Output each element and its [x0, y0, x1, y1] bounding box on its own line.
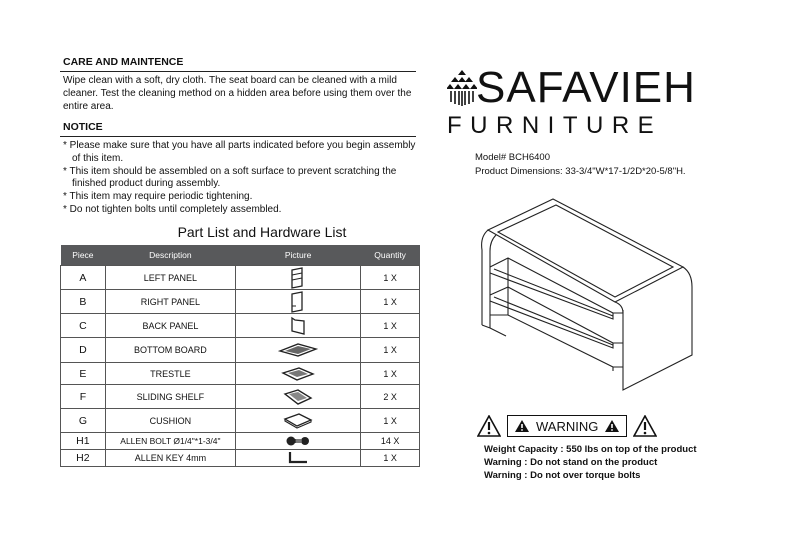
- bench-illustration: [478, 195, 698, 395]
- brand-subtitle: FURNITURE: [447, 112, 663, 139]
- divider: [60, 71, 416, 72]
- table-header-row: [61, 245, 420, 266]
- header-picture: Picture: [236, 245, 361, 266]
- parts-table: [60, 245, 420, 467]
- quantity-cell: 1 X: [361, 314, 420, 338]
- description-cell: BACK PANEL: [105, 314, 235, 338]
- quantity-cell: 1 X: [361, 409, 420, 433]
- divider: [60, 136, 416, 137]
- header-description: Description: [105, 245, 235, 266]
- left-panel-icon: [236, 266, 361, 290]
- quantity-cell: 1 X: [361, 363, 420, 385]
- quantity-cell: 2 X: [361, 385, 420, 409]
- table-row: [61, 409, 420, 433]
- description-cell: ALLEN BOLT Ø1/4"*1-3/4": [105, 433, 235, 450]
- table-row: [61, 314, 420, 338]
- trestle-icon: [236, 363, 361, 385]
- allen-key-icon: [236, 450, 361, 467]
- piece-cell: H2: [61, 450, 106, 467]
- sliding-shelf-icon: [236, 385, 361, 409]
- warning-bar: [477, 413, 657, 439]
- table-row: [61, 338, 420, 363]
- notice-title: NOTICE: [63, 121, 103, 133]
- description-cell: LEFT PANEL: [105, 266, 235, 290]
- bolt-icon: [236, 433, 361, 450]
- piece-cell: F: [61, 385, 106, 409]
- parts-title: Part List and Hardware List: [177, 224, 347, 240]
- piece-cell: G: [61, 409, 106, 433]
- warning-line: Warning : Do not over torque bolts: [484, 470, 641, 481]
- warning-triangle-icon: [477, 415, 501, 437]
- piece-cell: D: [61, 338, 106, 363]
- safavieh-logo-icon: [447, 68, 477, 108]
- quantity-cell: 14 X: [361, 433, 420, 450]
- warning-label-box: [507, 415, 627, 437]
- notice-item: * Do not tighten bolts until completely assembled.: [63, 203, 282, 215]
- description-cell: SLIDING SHELF: [105, 385, 235, 409]
- warning-line: Warning : Do not stand on the product: [484, 457, 658, 468]
- table-row: [61, 433, 420, 450]
- quantity-cell: 1 X: [361, 266, 420, 290]
- quantity-cell: 1 X: [361, 290, 420, 314]
- header-piece: Piece: [61, 245, 106, 266]
- back-panel-icon: [236, 314, 361, 338]
- piece-cell: B: [61, 290, 106, 314]
- table-row: [61, 363, 420, 385]
- notice-item: * This item should be assembled on a soft surface to prevent scratching the finished product during assembly.: [63, 165, 397, 190]
- notice-list: [63, 140, 419, 217]
- notice-item: * This item may require periodic tightening.: [63, 191, 253, 203]
- table-row: [61, 290, 420, 314]
- notice-item: * Please make sure that you have all parts indicated before you begin assembly of this item.: [63, 140, 416, 164]
- description-cell: RIGHT PANEL: [105, 290, 235, 314]
- table-row: [61, 450, 420, 467]
- description-cell: CUSHION: [105, 409, 235, 433]
- cushion-icon: [236, 409, 361, 433]
- description-cell: TRESTLE: [105, 363, 235, 385]
- warning-icon: [604, 419, 620, 433]
- bottom-board-icon: [236, 338, 361, 363]
- piece-cell: H1: [61, 433, 106, 450]
- warning-icon: [514, 419, 530, 433]
- quantity-cell: 1 X: [361, 338, 420, 363]
- warning-line: Weight Capacity : 550 lbs on top of the product: [484, 444, 697, 455]
- piece-cell: E: [61, 363, 106, 385]
- brand-name: SAFAVIEH: [476, 63, 696, 112]
- product-dimensions: Product Dimensions: 33-3/4"W*17-1/2D*20-5/8"H.: [475, 166, 686, 177]
- description-cell: BOTTOM BOARD: [105, 338, 235, 363]
- model-number: Model# BCH6400: [475, 152, 550, 163]
- warning-triangle-icon: [633, 415, 657, 437]
- header-quantity: Quantity: [361, 245, 420, 266]
- quantity-cell: 1 X: [361, 450, 420, 467]
- right-panel-icon: [236, 290, 361, 314]
- piece-cell: C: [61, 314, 106, 338]
- table-row: [61, 266, 420, 290]
- table-row: [61, 385, 420, 409]
- care-text: Wipe clean with a soft, dry cloth. The seat board can be cleaned with a mild cleaner. Test the cleaning method on a hidden area before using them over the entire area.: [63, 75, 412, 113]
- care-title: CARE AND MAINTENCE: [63, 56, 184, 68]
- piece-cell: A: [61, 266, 106, 290]
- warning-label: WARNING: [536, 418, 599, 434]
- description-cell: ALLEN KEY 4mm: [105, 450, 235, 467]
